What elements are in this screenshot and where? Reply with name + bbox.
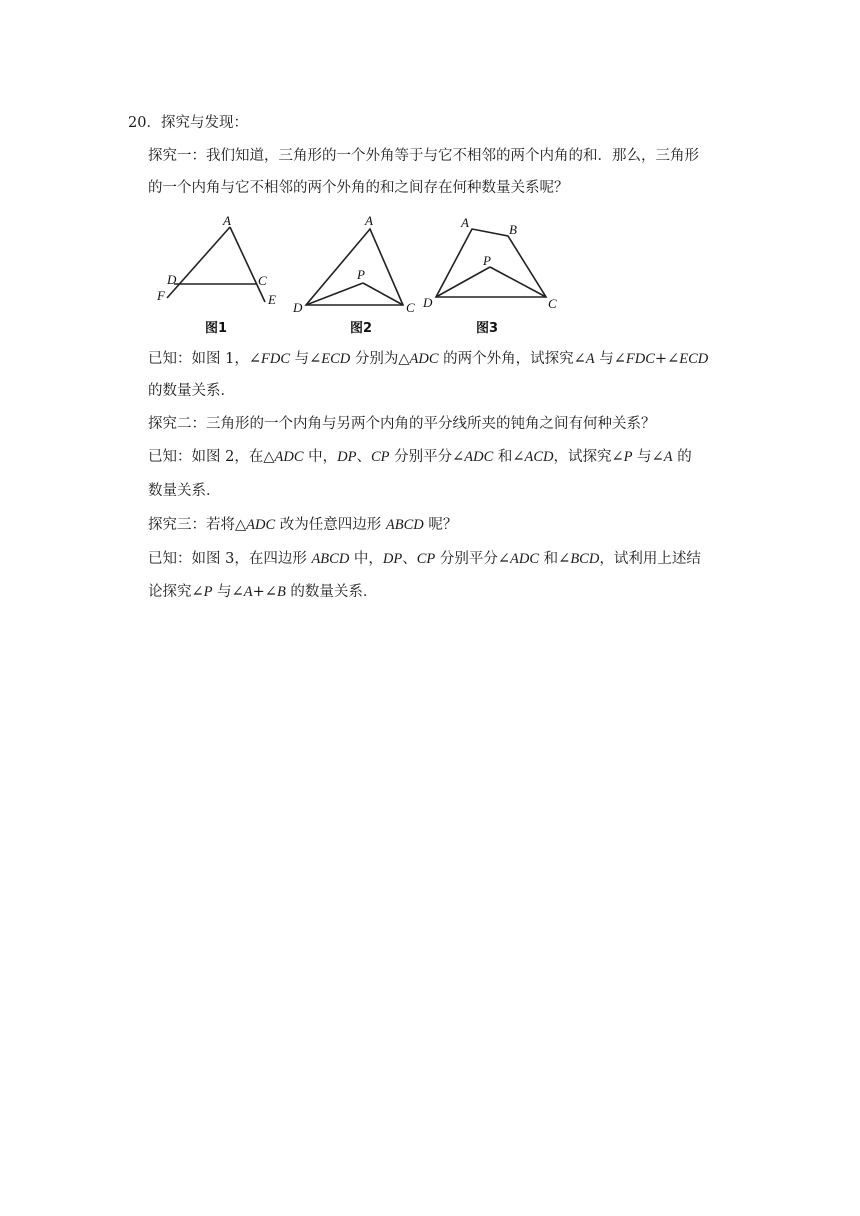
given3-math: ∠BCD xyxy=(558,551,600,567)
given2-text: 的 xyxy=(672,449,692,465)
fig1-label-D: D xyxy=(167,272,177,287)
given2-text: 与 xyxy=(632,449,652,465)
given2-math: △ADC xyxy=(263,449,304,465)
given3-text: 已知：如图 3，在四边形 xyxy=(148,551,312,567)
fig2-segment-CP xyxy=(363,283,403,305)
given2-text: 中， xyxy=(303,449,338,465)
figure-3 xyxy=(420,210,570,315)
given3-math: DP xyxy=(382,551,403,567)
fig2-label-C: C xyxy=(406,300,415,315)
given2-text: ，试探究 xyxy=(553,449,612,465)
given2-math: ∠ADC xyxy=(452,449,494,465)
figure-3-diagram xyxy=(420,210,570,315)
given3-text: 和 xyxy=(539,551,559,567)
fig1-segment-AF xyxy=(167,227,230,298)
fig1-label-E: E xyxy=(268,292,276,307)
part3-text: 呢？ xyxy=(423,517,458,533)
fig2-label-D: D xyxy=(293,300,303,315)
given3-math: ∠A xyxy=(231,584,253,600)
given1-text: 与 xyxy=(594,351,614,367)
given1-math: ∠ECD xyxy=(667,351,709,367)
given3-text: ，试利用上述结 xyxy=(599,551,701,567)
given1-math: ∠A xyxy=(573,351,595,367)
given3-text: 的数量关系． xyxy=(285,584,378,600)
given1-math: ∠FDC xyxy=(613,351,655,367)
given2-line1 xyxy=(148,447,692,467)
fig3-label-C: C xyxy=(548,296,557,311)
part1-line1: 探究一：我们知道，三角形的一个外角等于与它不相邻的两个内角的和．那么，三角形 xyxy=(148,148,699,164)
given2-math: DP xyxy=(337,449,357,465)
fig3-quadrilateral-ABCD xyxy=(436,229,546,297)
given2-text: 和 xyxy=(493,449,513,465)
given3-math: CP xyxy=(416,551,436,567)
part3-math: △ADC xyxy=(235,517,276,533)
problem-number: 20． xyxy=(128,115,161,131)
fig1-label-F: F xyxy=(157,288,165,303)
given1-math: △ADC xyxy=(398,351,439,367)
part3-text: 改为任意四边形 xyxy=(275,517,386,533)
given1-text: 已知：如图 1， xyxy=(148,351,249,367)
fig2-label-A: A xyxy=(365,213,373,228)
given3-math: ∠B xyxy=(264,584,286,600)
figure-2-diagram xyxy=(290,210,420,315)
fig1-label-C: C xyxy=(258,273,267,288)
given1-math: ∠ECD xyxy=(309,351,351,367)
given3-math: + xyxy=(252,584,265,600)
figure-1-diagram xyxy=(150,210,290,310)
given3-text: 与 xyxy=(212,584,232,600)
given1-math: + xyxy=(654,351,668,367)
given3-math: ∠P xyxy=(191,584,213,600)
fig1-label-A: A xyxy=(223,213,231,228)
part3-line1 xyxy=(148,515,457,535)
fig3-segment-CP xyxy=(490,267,546,297)
problem-title: 探究与发现： xyxy=(160,115,248,131)
given1-text: 与 xyxy=(290,351,310,367)
given3-text: 中， xyxy=(349,551,383,567)
part1-line2: 的一个内角与它不相邻的两个外角的和之间存在何种数量关系呢？ xyxy=(148,180,569,196)
given1-math: ∠FDC xyxy=(248,351,290,367)
given1-line2: 的数量关系． xyxy=(148,383,235,399)
part2-line1: 探究二：三角形的一个内角与另两个内角的平分线所夹的钝角之间有何种关系？ xyxy=(148,416,656,432)
given2-math: CP xyxy=(370,449,390,465)
fig3-label-B: B xyxy=(509,222,517,237)
given3-line1 xyxy=(148,549,701,569)
given1-text: 分别为 xyxy=(350,351,399,367)
part3-text: 探究三：若将 xyxy=(148,517,235,533)
given1-line1 xyxy=(148,349,708,369)
figure-1-caption: 图1 xyxy=(205,321,228,336)
problem-heading xyxy=(128,113,248,133)
fig3-label-D: D xyxy=(423,295,433,310)
given2-text: 分别平分 xyxy=(389,449,453,465)
given3-math: ∠ADC xyxy=(497,551,540,567)
fig1-segment-AE xyxy=(230,227,265,302)
given2-text: 已知：如图 2，在 xyxy=(148,449,264,465)
given3-line2 xyxy=(148,582,377,602)
given2-line2: 数量关系． xyxy=(148,483,221,499)
given3-text: 论探究 xyxy=(148,584,192,600)
given3-text: 、 xyxy=(402,551,417,567)
given1-text: 的两个外角，试探究 xyxy=(438,351,574,367)
part3-math: ABCD xyxy=(385,517,424,533)
fig2-triangle-ADC xyxy=(306,229,403,305)
given2-math: ∠A xyxy=(651,449,673,465)
fig3-label-A: A xyxy=(461,215,469,230)
figure-3-caption: 图3 xyxy=(476,321,499,336)
figure-1 xyxy=(150,210,290,310)
fig2-label-P: P xyxy=(357,267,365,282)
given3-math: ABCD xyxy=(311,551,350,567)
figure-2-caption: 图2 xyxy=(350,321,373,336)
given2-text: 、 xyxy=(356,449,371,465)
given2-math: ∠ACD xyxy=(512,449,554,465)
figure-2 xyxy=(290,210,420,315)
fig3-label-P: P xyxy=(483,253,491,268)
given2-math: ∠P xyxy=(611,449,633,465)
given3-text: 分别平分 xyxy=(435,551,498,567)
